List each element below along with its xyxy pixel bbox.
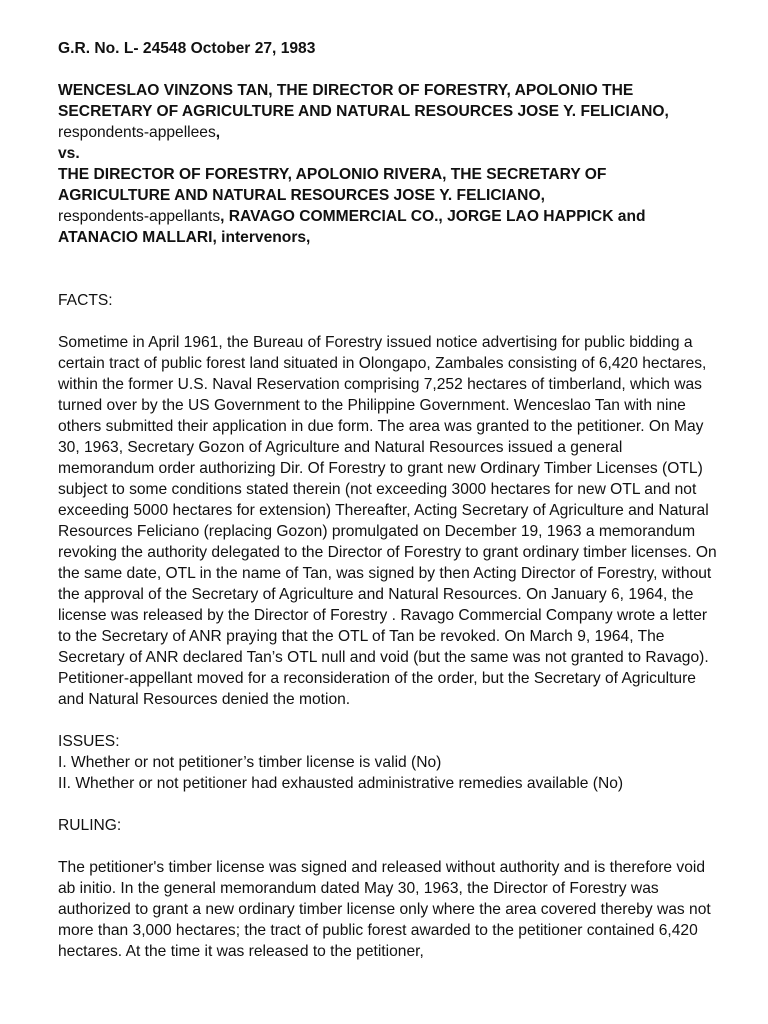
issues-heading: ISSUES: <box>58 733 120 750</box>
party-appellees: WENCESLAO VINZONS TAN, THE DIRECTOR OF FORESTRY, APOLONIO THE SECRETARY OF AGRICULTURE AND NATURAL RESOURCES JOSE Y. FELICIANO, <box>58 82 669 120</box>
document-page <box>58 38 718 962</box>
facts-heading: FACTS: <box>58 292 113 309</box>
appellants-role: respondents-appellants <box>58 208 221 225</box>
issues-list <box>58 752 718 794</box>
spacer <box>58 248 718 290</box>
spacer <box>58 794 718 815</box>
issue-item: II. Whether or not petitioner had exhausted administrative remedies available (No) <box>58 775 624 792</box>
appellees-role: respondents-appellees <box>58 124 216 141</box>
facts-paragraph: Sometime in April 1961, the Bureau of Forestry issued notice advertising for public bidding a certain tract of public forest land situated in Olongapo, Zambales consisting of 6,420 hectares, within the former U.S. Naval Reservation comprising 7,252 hectares of timberland, which was turned over by the US Government to the Philippine Government. Wenceslao Tan with nine others submitted their application in due form. The area was granted to the petitioner. On May 30, 1963, Secretary Gozon of Agriculture and Natural Resources issued a general memorandum order authorizing Dir. Of Forestry to grant new Ordinary Timber Licenses (OTL) subject to some conditions stated therein (not exceeding 3000 hectares for new OTL and not exceeding 5000 hectares for extension) Thereafter, Acting Secretary of Agriculture and Natural Resources Feliciano (replacing Gozon) promulgated on December 19, 1963 a memorandum revoking the authority delegated to the Director of Forestry to grant ordinary timber licenses. On the same date, OTL in the name of Tan, was signed by then Acting Director of Forestry, without the approval of the Secretary of Agriculture and Natural Resources. On January 6, 1964, the license was released by the Director of Forestry . Ravago Commercial Company wrote a letter to the Secretary of ANR praying that the OTL of Tan be revoked. On March 9, 1964, The Secretary of ANR declared Tan’s OTL null and void (but the same was not granted to Ravago). Petitioner-appellant moved for a reconsideration of the order, but the Secretary of Agriculture and Natural Resources denied the motion. <box>58 334 717 708</box>
party-intervenors: , RAVAGO COMMERCIAL CO., JORGE LAO HAPPICK and ATANACIO MALLARI, intervenors, <box>58 208 646 246</box>
case-title: G.R. No. L- 24548 October 27, 1983 <box>58 40 316 57</box>
spacer <box>58 710 718 731</box>
spacer <box>58 836 718 857</box>
spacer <box>58 59 718 80</box>
ruling-paragraph: The petitioner's timber license was signed and released without authority and is therefore void ab initio. In the general memorandum dated May 30, 1963, the Director of Forestry was authorized to grant a new ordinary timber license only where the area covered thereby was not more than 3,000 hectares; the tract of public forest awarded to the petitioner contained 6,420 hectares. At the time it was released to the petitioner, <box>58 859 711 960</box>
parties-block <box>58 80 718 248</box>
appellees-comma: , <box>215 124 221 141</box>
spacer <box>58 311 718 332</box>
ruling-heading: RULING: <box>58 817 122 834</box>
party-appellants: THE DIRECTOR OF FORESTRY, APOLONIO RIVERA, THE SECRETARY OF AGRICULTURE AND NATURAL RESOURCES JOSE Y. FELICIANO, <box>58 166 607 204</box>
versus-label: vs. <box>58 145 80 162</box>
issue-item: I. Whether or not petitioner’s timber license is valid (No) <box>58 754 442 771</box>
